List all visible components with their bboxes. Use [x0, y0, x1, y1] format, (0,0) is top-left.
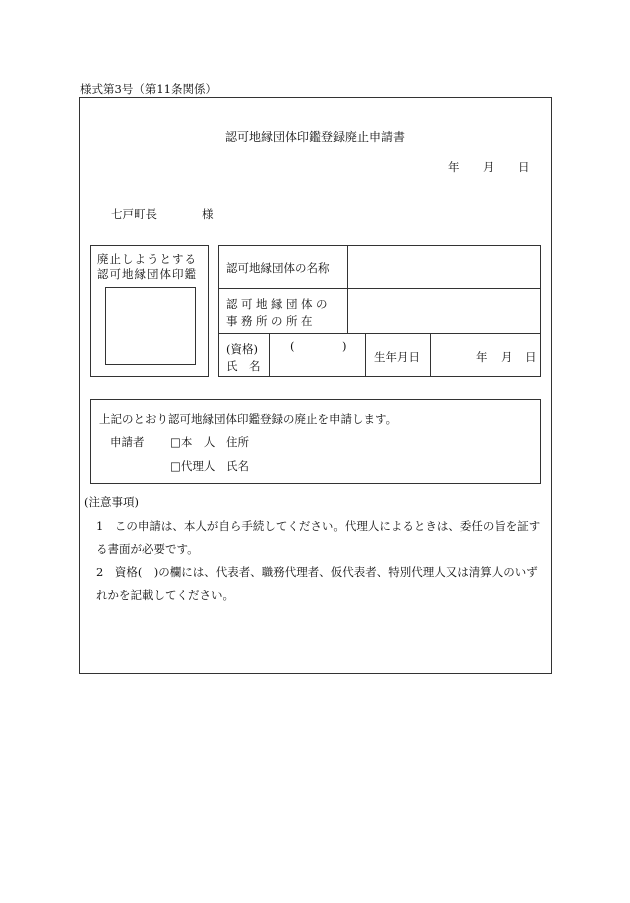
date-day-label: 日 [518, 160, 530, 174]
proxy-checkbox-option[interactable]: □代理人 [170, 459, 216, 473]
org-name-label: 認可地縁団体の名称 [226, 261, 330, 275]
form-number-label: 様式第3号（第11条関係） [80, 82, 217, 96]
org-address-label-2: 事務所の所在 [226, 314, 316, 328]
birth-day-label: 日 [525, 350, 537, 364]
form-title: 認可地縁団体印鑑登録廃止申請書 [224, 130, 405, 144]
notes-title: (注意事項) [84, 495, 139, 509]
birth-date-label: 生年月日 [374, 350, 420, 364]
applicant-label: 申請者 [110, 435, 145, 449]
seal-section [90, 245, 209, 377]
birth-date-field[interactable] [431, 334, 540, 376]
birth-year-label: 年 [476, 350, 488, 364]
note-item-1: 1 この申請は、本人が自ら手続してください。代理人によるときは、委任の旨を証する書面が必要です。 [96, 519, 541, 556]
declaration-statement: 上記のとおり認可地縁団体印鑑登録の廃止を申請します。 [99, 412, 398, 426]
name-field-label: 氏名 [226, 459, 249, 473]
declaration-box [90, 399, 541, 484]
seal-caption-line-2: 認可地縁団体印鑑 [97, 267, 197, 281]
applicant-info-table [218, 245, 541, 377]
org-address-field[interactable] [348, 289, 540, 333]
self-checkbox-option[interactable]: □本 人 [170, 435, 216, 449]
name-label: 氏 名 [226, 359, 261, 373]
qualification-label: (資格) [226, 342, 258, 356]
addressee [111, 206, 214, 222]
birth-month-label: 月 [501, 350, 513, 364]
note-item-2: 2 資格( )の欄には、代表者、職務代理者、仮代表者、特別代理人又は清算人のいずれかを記載してください。 [96, 565, 538, 602]
date-year-label: 年 [448, 160, 460, 174]
address-label: 住所 [226, 435, 249, 449]
date-month-label: 月 [483, 160, 495, 174]
addressee-honorific: 様 [202, 207, 214, 221]
qualification-paren-close: ) [342, 339, 347, 353]
org-name-field[interactable] [348, 246, 540, 288]
seal-stamp-area[interactable] [105, 287, 196, 365]
qualification-paren-open: ( [290, 339, 295, 353]
org-address-label-1: 認可地縁団体の [226, 297, 331, 311]
qualification-name-field[interactable] [270, 334, 365, 376]
seal-caption-line-1: 廃止しようとする [97, 252, 197, 266]
seal-caption [97, 252, 197, 282]
addressee-name: 七戸町長 [111, 207, 157, 221]
